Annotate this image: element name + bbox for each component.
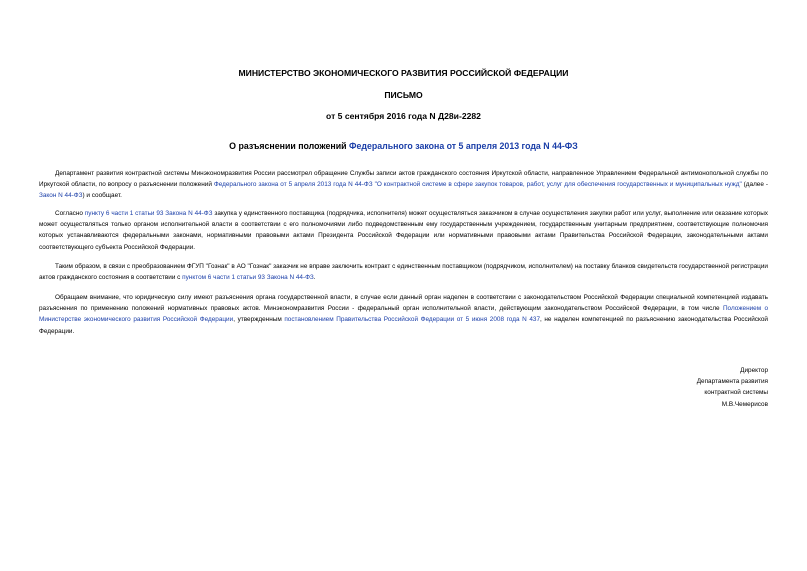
article-link[interactable]: пунктом 6 части 1 статьи 93 Закона N 44-ФЗ bbox=[182, 274, 314, 282]
resolution-link[interactable]: постановлением Правительства Российской Федерации от 5 июня 2008 года N 437 bbox=[284, 316, 541, 324]
paragraph-text: (далее - bbox=[741, 181, 768, 189]
paragraph-text: . bbox=[313, 274, 316, 282]
paragraph-4 bbox=[39, 292, 768, 337]
paragraph-text: ) и сообщает. bbox=[82, 192, 122, 200]
paragraph-1 bbox=[39, 168, 768, 202]
law-link[interactable]: Федерального закона от 5 апреля 2013 года N 44-ФЗ "О контрактной системе в сфере закупок товаров, работ, услуг для обеспечения государственных и муниципальных нужд" bbox=[213, 181, 742, 189]
signature-name: М.В.Чемерисов bbox=[721, 400, 768, 408]
paragraph-text: Таким образом, в связи с преобразованием ФГУП "Гознак" в АО "Гознак" заказчик не вправе заключить контракт с единственным поставщиком (подрядчиком, исполнителем) на поставку бланков свидетельств государственной регистрации актов гражданского состояния в соответствии с bbox=[39, 263, 768, 282]
subject-law-link[interactable]: Федерального закона от 5 апреля 2013 года N 44-ФЗ bbox=[349, 141, 578, 151]
document-type: ПИСЬМО bbox=[384, 90, 423, 100]
regulation-link[interactable]: Положением о Министерстве экономического развития Российской Федерации bbox=[39, 305, 769, 324]
signature-department-cont: контрактной системы bbox=[704, 389, 768, 397]
signature-block bbox=[697, 365, 768, 410]
paragraph-text: , не наделен компетенцией по разъяснению законодательства Российской Федерации. bbox=[39, 316, 768, 335]
law-short-link[interactable]: Закон N 44-ФЗ bbox=[39, 192, 83, 200]
paragraph-text: Согласно bbox=[55, 210, 85, 217]
paragraph-text: закупка у единственного поставщика (подрядчика, исполнителя) может осуществляться заказчиком в случае осуществления закупки работ или услуг, выполнение или оказание которых может осуществляться только органом исполнительной власти в соответствии с его полномочиями либо подведомственным ему государственным учреждением, государственным унитарным предприятием, соответствующие полномочия которых устанавливаются федеральными законами, нормативными правовыми актами Президента Российской Федерации или нормативными правовыми актами Правительства Российской Федерации, законодательными актами соответствующего субъекта Российской Федерации. bbox=[39, 210, 768, 251]
paragraph-text: Департамент развития контрактной системы Минэкономразвития России рассмотрел обращение Службы записи актов гражданского состояния Иркутской области, направленное Управлением Федеральной антимонопольной службы по Иркутской области, по вопросу о разъяснении положений bbox=[39, 170, 768, 189]
article-link[interactable]: пункту 6 части 1 статьи 93 Закона N 44-ФЗ bbox=[84, 210, 213, 217]
paragraph-3 bbox=[39, 261, 768, 283]
document-date-number: от 5 сентября 2016 года N Д28и-2282 bbox=[326, 111, 481, 121]
ministry-title: МИНИСТЕРСТВО ЭКОНОМИЧЕСКОГО РАЗВИТИЯ РОССИЙСКОЙ ФЕДЕРАЦИИ bbox=[238, 68, 569, 78]
signature-position: Директор bbox=[740, 367, 768, 374]
signature-department: Департамента развития bbox=[696, 378, 768, 386]
document-subject bbox=[0, 141, 807, 151]
subject-text: О разъяснении положений bbox=[229, 141, 349, 151]
paragraph-2 bbox=[39, 208, 768, 253]
paragraph-text: Обращаем внимание, что юридическую силу имеют разъяснения органа государственной власти, в случае если данный орган наделен в соответствии с законодательством Российской Федерации специальной компетенцией издавать разъяснения по применению положений нормативных правовых актов. Минэкономразвития России - федеральный орган исполнительной власти, действующим законодательством Российской Федерации, в том числе bbox=[39, 294, 768, 313]
paragraph-text: , утвержденным bbox=[233, 316, 285, 324]
